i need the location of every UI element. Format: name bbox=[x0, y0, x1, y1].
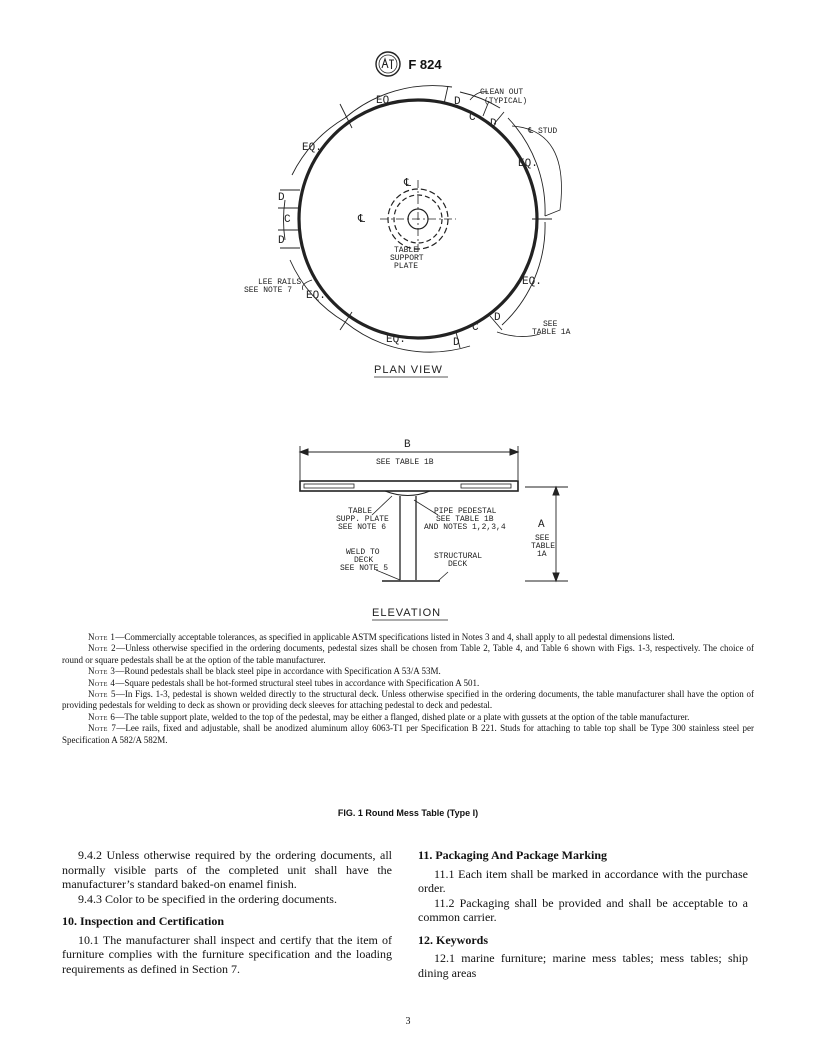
plan-label-centerline-h: ℄ bbox=[358, 214, 366, 226]
para-12-1: 12.1 marine furniture; marine mess tables; mess tables; ship dining areas bbox=[418, 951, 748, 980]
note-7 bbox=[62, 723, 754, 746]
plan-view-title: PLAN VIEW bbox=[374, 364, 443, 376]
para-11-2: 11.2 Packaging shall be provided and shall be acceptable to a common carrier. bbox=[418, 895, 748, 924]
plan-label-clean-out-typical: (TYPICAL) bbox=[484, 97, 528, 106]
page-number: 3 bbox=[405, 1016, 411, 1027]
elev-label-b: B bbox=[404, 439, 411, 451]
plan-label-clean-out: CLEAN OUT bbox=[480, 88, 524, 97]
right-column bbox=[418, 840, 748, 980]
note-3 bbox=[62, 666, 754, 677]
elev-label-tsp-2: SUPP. PLATE bbox=[336, 515, 389, 524]
plan-view-labels bbox=[244, 88, 571, 376]
note-key: Note 7 bbox=[88, 723, 117, 734]
plan-label-tsp-2: SUPPORT bbox=[390, 254, 424, 263]
elev-label-weld-2: DECK bbox=[354, 556, 374, 565]
plan-label-d-bottom-right: D bbox=[494, 312, 501, 324]
elev-label-pipe-3: AND NOTES 1,2,3,4 bbox=[424, 523, 506, 532]
para-9-4-3: 9.4.3 Color to be specified in the ordering documents. bbox=[78, 891, 337, 906]
elev-label-a-see: SEE bbox=[535, 534, 550, 543]
elev-label-tsp-1: TABLE bbox=[348, 507, 373, 516]
elev-label-weld-3: SEE NOTE 5 bbox=[340, 564, 389, 573]
plan-label-d-bottom: D bbox=[453, 337, 460, 349]
elev-label-pipe-1: PIPE PEDESTAL bbox=[434, 507, 497, 516]
plan-label-centerline-v: ℄ bbox=[404, 178, 412, 190]
plan-label-eq-top: EQ. bbox=[376, 95, 396, 107]
note-key: Note 1 bbox=[88, 632, 116, 642]
elev-label-tsp-3: SEE NOTE 6 bbox=[338, 523, 387, 532]
plan-label-lee-note: SEE NOTE 7 bbox=[244, 286, 293, 295]
note-text: —Round pedestals shall be black steel pipe in accordance with Specification A 53/A 53M. bbox=[115, 666, 441, 677]
document-number: F 824 bbox=[408, 56, 442, 72]
elev-label-a: A bbox=[538, 519, 545, 531]
note-text: —In Figs. 1-3, pedestal is shown welded directly to the structural deck. Unless otherwise specified in the ordering documents, the table manufacturer shall have the option of providing pedestals for welding to deck as shown or providing deck sleeves for attaching pedestal to deck and pedestal. bbox=[62, 689, 754, 711]
elev-label-a-1a: 1A bbox=[537, 550, 547, 559]
note-5 bbox=[62, 689, 754, 712]
plan-label-eq-bottom-right: EQ. bbox=[522, 276, 542, 288]
elev-label-a-table: TABLE bbox=[531, 542, 556, 551]
para-10-1: 10.1 The manufacturer shall inspect and certify that the item of furniture complies with the furniture specification and the loading requirements as defined in Section 7. bbox=[62, 932, 392, 976]
elev-label-weld-1: WELD TO bbox=[346, 548, 380, 557]
note-text: —Unless otherwise specified in the ordering documents, pedestal sizes shall be chosen from Table 2, Table 4, and Table 6 shown with Figs. 1-3, respectively. The choice of round or square pedestals shall be at the option of the table manufacturer. bbox=[62, 643, 754, 665]
plan-label-tsp-3: PLATE bbox=[394, 262, 419, 271]
plan-label-table-1a: TABLE 1A bbox=[532, 328, 571, 337]
plan-label-tsp-1: TABLE bbox=[394, 246, 419, 255]
elev-label-pipe-2: SEE TABLE 1B bbox=[436, 515, 494, 524]
elev-label-deck-2: DECK bbox=[448, 560, 468, 569]
elevation-title: ELEVATION bbox=[372, 607, 442, 619]
note-6 bbox=[62, 712, 754, 723]
elev-label-deck-1: STRUCTURAL bbox=[434, 552, 483, 561]
section-12-heading: 12. Keywords bbox=[418, 932, 488, 947]
note-key: Note 4 bbox=[88, 677, 116, 688]
note-key: Note 6 bbox=[88, 711, 116, 722]
note-key: Note 5 bbox=[88, 689, 116, 700]
section-11-heading: 11. Packaging And Package Marking bbox=[418, 848, 608, 862]
plan-label-d-top: D bbox=[454, 96, 461, 108]
plan-label-c-top: C bbox=[469, 112, 476, 124]
note-text: —The table support plate, welded to the top of the pedestal, may be either a flanged, dished plate or a plate with gussets at the option of the table manufacturer. bbox=[115, 711, 690, 722]
plan-view bbox=[278, 86, 561, 352]
note-key: Note 2 bbox=[88, 643, 117, 654]
plan-label-lee-rails: LEE RAILS bbox=[258, 278, 302, 287]
plan-label-stud: ℄ STUD bbox=[528, 127, 558, 136]
plan-label-eq-bottom: EQ. bbox=[386, 334, 406, 346]
elev-label-b-ref: SEE TABLE 1B bbox=[376, 458, 434, 467]
plan-label-eq-right: EQ. bbox=[518, 158, 538, 170]
plan-label-d-top-right: D bbox=[490, 118, 497, 130]
para-11-1: 11.1 Each item shall be marked in accordance with the purchase order. bbox=[418, 866, 748, 895]
plan-label-eq-left: EQ. bbox=[302, 142, 322, 154]
plan-label-d-left-1: D bbox=[278, 192, 285, 204]
plan-label-see: SEE bbox=[543, 320, 558, 329]
figure-notes bbox=[62, 632, 754, 746]
note-key: Note 3 bbox=[88, 666, 116, 677]
section-10-heading: 10. Inspection and Certification bbox=[62, 914, 224, 928]
para-9-4-2: 9.4.2 Unless otherwise required by the ordering documents, all normally visible parts of the completed unit shall have the manufacturer’s standard baked-on enamel finish. bbox=[62, 848, 392, 891]
note-text: —Square pedestals shall be hot-formed structural steel tubes in accordance with Specification A 501. bbox=[115, 677, 480, 688]
plan-label-eq-bottom-left: EQ. bbox=[306, 290, 326, 302]
plan-label-c-bottom: C bbox=[472, 322, 479, 334]
figure-caption: FIG. 1 Round Mess Table (Type I) bbox=[337, 808, 479, 818]
elevation-labels bbox=[336, 439, 555, 619]
plan-label-d-left-2: D bbox=[278, 235, 285, 247]
note-text: —Commercially acceptable tolerances, as specified in applicable ASTM specifications listed in Notes 3 and 4, shall apply to all pedestal dimensions listed. bbox=[115, 632, 675, 642]
left-column bbox=[62, 848, 392, 976]
note-2 bbox=[62, 643, 754, 666]
note-4 bbox=[62, 678, 754, 689]
note-1 bbox=[62, 632, 754, 643]
plan-label-c-left: C bbox=[284, 214, 291, 226]
note-text: —Lee rails, fixed and adjustable, shall be anodized aluminum alloy 6063-T1 per Specification B 221. Studs for attaching to table top shall be Type 300 stainless steel per Specification A 582/A 582M. bbox=[62, 723, 754, 745]
